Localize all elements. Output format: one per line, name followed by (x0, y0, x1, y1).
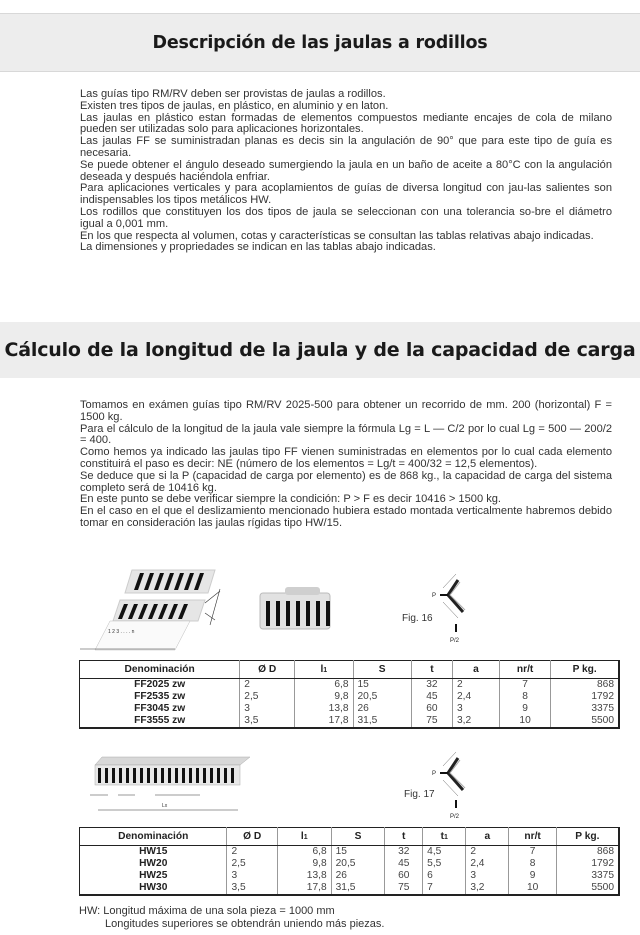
table-header-row (80, 828, 620, 846)
table-cell: 13,8 (295, 703, 353, 715)
col-p: P kg. (551, 661, 619, 679)
table-cell: 60 (385, 870, 423, 882)
table-cell: 2,5 (227, 858, 278, 870)
hw-roller-slot (147, 768, 150, 783)
table-cell: 60 (411, 703, 452, 715)
table-cell: 3 (227, 870, 278, 882)
section-banner-descripcion (0, 13, 640, 72)
table-cell: 1792 (551, 691, 619, 703)
cell-denominacion: FF2025 zw (134, 679, 186, 690)
paragraph: En este punto se debe verificar siempre la condición: P > F es decir 10416 > 1500 kg. (80, 493, 501, 506)
paragraph: Tomamos en exámen guías tipo RM/RV 2025-500 para obtener un recorrido de mm. 200 (horizontal) F = 1500 kg. (80, 399, 612, 423)
table-cell: 3 (240, 703, 295, 715)
hw-roller-slot (154, 768, 157, 783)
table-cell: 10 (509, 882, 556, 895)
table-cell: 8 (499, 691, 550, 703)
cell-denominacion: HW25 (139, 870, 168, 881)
col-l1: l1 (295, 661, 353, 679)
descripcion-body (80, 89, 612, 254)
table-row (80, 846, 620, 859)
table-cell: 3 (452, 703, 499, 715)
hw-cage-table (79, 827, 620, 896)
table-cell: 2 (227, 846, 278, 859)
col-s: S (331, 828, 385, 846)
table-cell: 4,5 (423, 846, 466, 859)
ff-cage-drawing (80, 565, 380, 657)
hw-roller-slot (175, 768, 178, 783)
table-cell: 31,5 (353, 715, 411, 728)
hw-roller-slot (189, 768, 192, 783)
table-cell: 8 (509, 858, 556, 870)
table-cell: 6,8 (295, 679, 353, 692)
table-row (80, 691, 620, 703)
col-nrt: nr/t (509, 828, 556, 846)
table-cell: 868 (551, 679, 619, 692)
col-p: P kg. (556, 828, 619, 846)
hw-roller-slot (112, 768, 115, 783)
table-row (80, 679, 620, 692)
paragraph: En el caso en el que el deslizamiento mencionado hubiera estado montada verticalmente habremos debido tomar en consideración las jaulas rígidas tipo HW/15. (80, 505, 612, 529)
col-t: t (411, 661, 452, 679)
calculo-body (80, 400, 612, 530)
element-numbers: 1 2 3 . . . . n (108, 629, 135, 635)
table-header-row (80, 661, 620, 679)
table-cell: 10 (499, 715, 550, 728)
paragraph: Para el cálculo de la longitud de la jaula vale siempre la fórmula Lg = L — C/2 por lo cual Lg = 500 — 200/2 = 400. (80, 422, 612, 447)
cell-denominacion: HW30 (139, 882, 168, 893)
hw-cage-drawing (90, 745, 290, 820)
table-cell: 6,8 (277, 846, 331, 859)
table-cell: 2,4 (452, 691, 499, 703)
hw-roller-slot (210, 768, 213, 783)
table-cell: 75 (411, 715, 452, 728)
table-cell: 2 (466, 846, 509, 859)
table-cell: 2,4 (466, 858, 509, 870)
col-s: S (353, 661, 411, 679)
angle-load-diagram (428, 748, 488, 828)
table-cell: 7 (423, 882, 466, 895)
note-line: Longitudes superiores se obtendrán uniendo más piezas. (105, 918, 385, 930)
hw-roller-slot (98, 768, 101, 783)
table-row (80, 703, 620, 715)
table-cell: 45 (411, 691, 452, 703)
hw-roller-slot (217, 768, 220, 783)
table-row (80, 715, 620, 728)
table-cell: 9 (509, 870, 556, 882)
svg-text:P: P (432, 593, 437, 599)
hw-length-note (79, 905, 384, 931)
table-cell: 9,8 (295, 691, 353, 703)
col-denominacion: Denominación (80, 661, 240, 679)
table-cell: 13,8 (277, 870, 331, 882)
table-cell: 20,5 (331, 858, 385, 870)
paragraph: En los que respecta al volumen, cotas y características se consultan las tablas relativas abajo indicadas. (80, 229, 594, 242)
table-cell: 7 (499, 679, 550, 692)
table-cell: 31,5 (331, 882, 385, 895)
paragraph: Existen tres tipos de jaulas, en plástico, en aluminio y en laton. (80, 99, 389, 112)
table-cell: 6 (423, 870, 466, 882)
note-line: HW: Longitud máxima de una sola pieza = 1000 mm (79, 905, 335, 917)
cell-denominacion: FF3045 zw (134, 703, 186, 714)
table-cell: 3,2 (466, 882, 509, 895)
hw-roller-slot (182, 768, 185, 783)
table-cell: 45 (385, 858, 423, 870)
hw-roller-slot (203, 768, 206, 783)
table-cell: 2,5 (240, 691, 295, 703)
table-cell: 3 (466, 870, 509, 882)
paragraph: Como hemos ya indicado las jaulas tipo FF vienen suministradas en elementos por lo cual cada elemento constituirá el paso es decir: NE (número de los elementos = Lg/t = 400/32 = 12,5 elementos). (80, 446, 612, 470)
col-denominacion: Denominación (80, 828, 227, 846)
table-cell: 32 (385, 846, 423, 859)
paragraph: Se puede obtener el ángulo deseado sumergiendo la jaula en un baño de aceite a 80°C con la angulación deseada y después haciéndola enfriar. (80, 158, 612, 183)
ff-cage-illustration (80, 565, 380, 657)
table-cell: 5,5 (423, 858, 466, 870)
table-row (80, 858, 620, 870)
hw-roller-slot (119, 768, 122, 783)
paragraph: La dimensiones y propriedades se indican en las tablas abajo indicadas. (80, 241, 436, 254)
section-banner-calculo (0, 322, 640, 378)
paragraph: Las jaulas en plástico estan formadas de elementos compuestos mediante encajes de cola de milano pueden ser utilizadas solo para aplicaciones horizontales. (80, 111, 612, 136)
cell-denominacion: HW20 (139, 858, 168, 869)
hw-roller-slot (126, 768, 129, 783)
table-cell: 3375 (556, 870, 619, 882)
lx-dimension: Lx (162, 803, 168, 809)
table-cell: 3,5 (227, 882, 278, 895)
table-cell: 26 (353, 703, 411, 715)
angle-load-diagram (428, 570, 488, 655)
ff-cage-table (79, 660, 620, 729)
table-cell: 3,5 (240, 715, 295, 728)
table-cell: 9 (499, 703, 550, 715)
table-cell: 17,8 (277, 882, 331, 895)
cell-denominacion: FF2535 zw (134, 691, 186, 702)
table-cell: 15 (353, 679, 411, 692)
table-cell: 32 (411, 679, 452, 692)
table-cell: 2 (240, 679, 295, 692)
table-cell: 5500 (551, 715, 619, 728)
svg-text:P/2: P/2 (450, 638, 460, 644)
table-row (80, 870, 620, 882)
table-cell: 2 (452, 679, 499, 692)
section-title-descripcion: Descripción de las jaulas a rodillos (152, 32, 488, 53)
paragraph: Se deduce que si la P (capacidad de carga por elemento) es de 868 kg., la capacidad de carga del sistema completo será de 10416 kg. (80, 469, 612, 494)
hw-roller-slot (105, 768, 108, 783)
table-cell: 1792 (556, 858, 619, 870)
paragraph: Para aplicaciones verticales y para acoplamientos de guías de diversa longitud con jau-las salientes son indispensables los tipos metálicos HW. (80, 182, 612, 207)
hw-cage-illustration (90, 745, 290, 820)
hw-roller-slot (231, 768, 234, 783)
table-cell: 26 (331, 870, 385, 882)
svg-text:P: P (432, 771, 437, 777)
table-cell: 7 (509, 846, 556, 859)
svg-text:P/2: P/2 (450, 814, 460, 820)
hw-roller-slot (161, 768, 164, 783)
cell-denominacion: FF3555 zw (134, 715, 186, 726)
col-t1: t1 (423, 828, 466, 846)
table-row (80, 882, 620, 895)
paragraph: Las jaulas FF se suministradan planas es decis sin la angulación de 90° que para este tipo de guía es necesaria. (80, 135, 612, 159)
fig17-label: Fig. 17 (404, 789, 435, 800)
table-cell: 3,2 (452, 715, 499, 728)
table-cell: 20,5 (353, 691, 411, 703)
paragraph: Las guías tipo RM/RV deben ser provistas de jaulas a rodillos. (80, 88, 386, 100)
hw-roller-slot (133, 768, 136, 783)
hw-roller-slot (224, 768, 227, 783)
fig17-load-diagram (428, 748, 488, 828)
paragraph: Los rodillos que constituyen los dos tipos de jaula se seleccionan con una tolerancia so-bre el diámetro igual a 0,001 mm. (80, 205, 612, 230)
table-cell: 9,8 (277, 858, 331, 870)
cell-denominacion: HW15 (139, 846, 168, 857)
table-cell: 868 (556, 846, 619, 859)
table-cell: 3375 (551, 703, 619, 715)
table-cell: 75 (385, 882, 423, 895)
table-cell: 17,8 (295, 715, 353, 728)
col-diameter: Ø D (227, 828, 278, 846)
hw-roller-slot (168, 768, 171, 783)
table-cell: 5500 (556, 882, 619, 895)
fig16-load-diagram (428, 570, 488, 655)
col-l1: l1 (277, 828, 331, 846)
hw-roller-slot (196, 768, 199, 783)
col-a: a (452, 661, 499, 679)
col-diameter: Ø D (240, 661, 295, 679)
section-title-calculo: Cálculo de la longitud de la jaula y de la capacidad de carga (4, 339, 636, 361)
col-nrt: nr/t (499, 661, 550, 679)
col-t: t (385, 828, 423, 846)
col-a: a (466, 828, 509, 846)
table-cell: 15 (331, 846, 385, 859)
hw-roller-slot (140, 768, 143, 783)
fig16-label: Fig. 16 (402, 613, 433, 624)
